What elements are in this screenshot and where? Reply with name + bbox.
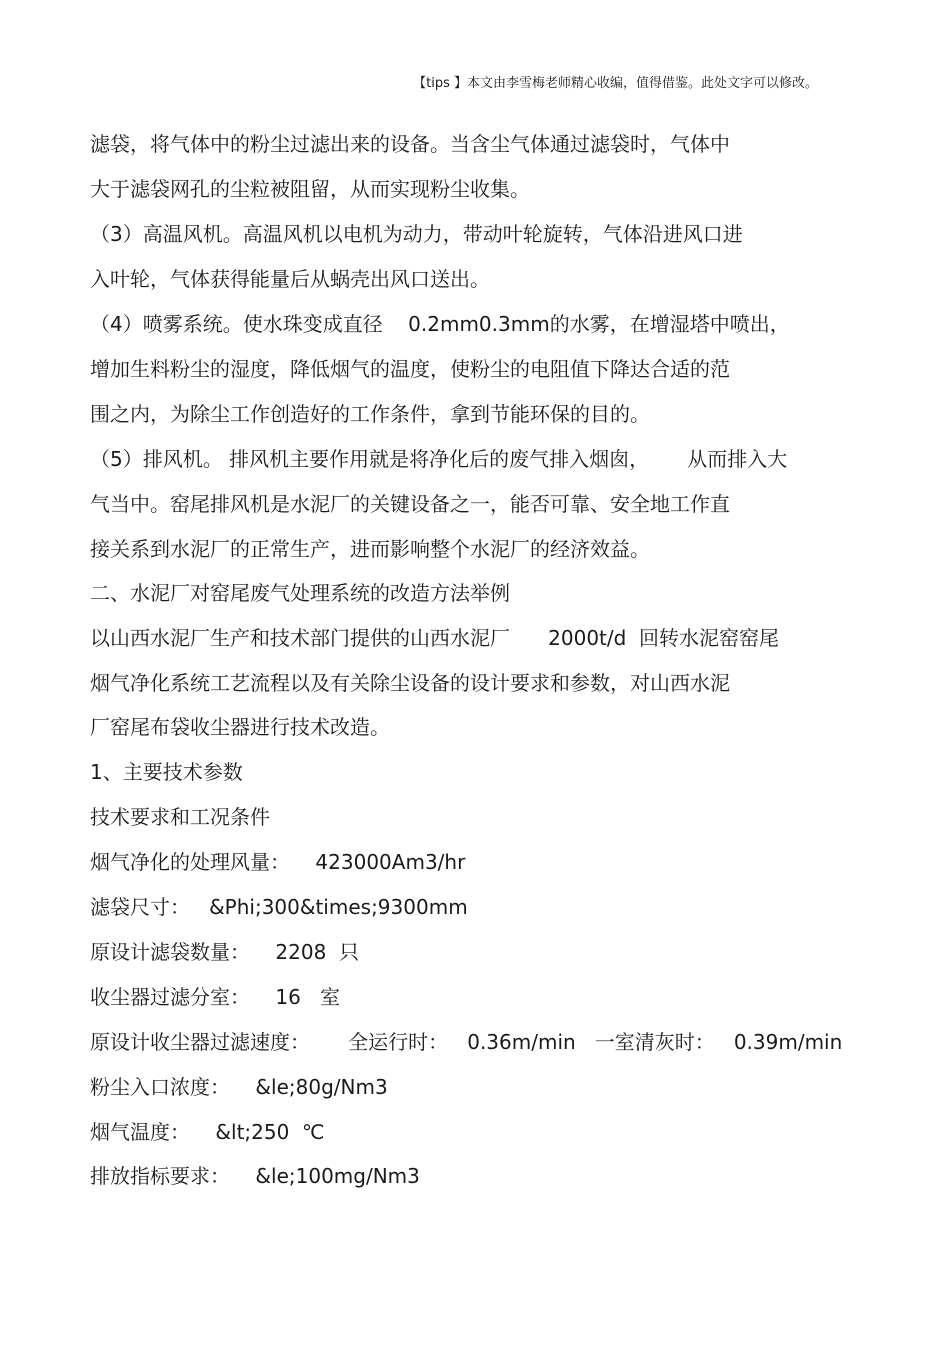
param-line: 收尘器过滤分室： 16 室 <box>90 985 340 1009</box>
header-tips: 【tips 】本文由李雪梅老师精心收编，值得借鉴。此处文字可以修改。 <box>413 76 818 91</box>
body-line: 入叶轮，气体获得能量后从蜗壳出风口送出。 <box>90 267 490 291</box>
body-line: 烟气净化系统工艺流程以及有关除尘设备的设计要求和参数，对山西水泥 <box>90 671 730 695</box>
param-line: 排放指标要求： &le;100mg/Nm3 <box>90 1164 420 1188</box>
body-line: 气当中。窑尾排风机是水泥厂的关键设备之一，能否可靠、安全地工作直 <box>90 492 730 516</box>
body-line: 以山西水泥厂生产和技术部门提供的山西水泥厂 2000t/d 回转水泥窑窑尾 <box>90 626 780 650</box>
param-line: 滤袋尺寸： &Phi;300&times;9300mm <box>90 895 468 919</box>
body-line: 滤袋，将气体中的粉尘过滤出来的设备。当含尘气体通过滤袋时，气体中 <box>90 132 730 156</box>
param-line: 烟气净化的处理风量： 423000Am3/hr <box>90 850 466 874</box>
body-line: 增加生料粉尘的湿度，降低烟气的温度，使粉尘的电阻值下降达合适的范 <box>90 357 730 381</box>
param-line: 粉尘入口浓度： &le;80g/Nm3 <box>90 1075 388 1099</box>
param-line: 原设计滤袋数量： 2208 只 <box>90 940 360 964</box>
body-line: 大于滤袋网孔的尘粒被阻留，从而实现粉尘收集。 <box>90 177 530 201</box>
body-line: （4）喷雾系统。使水珠变成直径 0.2mm0.3mm的水雾，在增湿塔中喷出， <box>90 312 790 336</box>
body-line: 技术要求和工况条件 <box>90 805 270 829</box>
body-line: 接关系到水泥厂的正常生产，进而影响整个水泥厂的经济效益。 <box>90 537 650 561</box>
param-line: 烟气温度： &lt;250 ℃ <box>90 1120 325 1144</box>
subsection-heading: 1、主要技术参数 <box>90 760 243 784</box>
body-line: 围之内，为除尘工作创造好的工作条件，拿到节能环保的目的。 <box>90 402 650 426</box>
body-line: 厂窑尾布袋收尘器进行技术改造。 <box>90 715 390 739</box>
body-line: （3）高温风机。高温风机以电机为动力，带动叶轮旋转，气体沿进风口进 <box>90 222 743 246</box>
param-line: 原设计收尘器过滤速度： 全运行时： 0.36m/min 一室清灰时： 0.39m/min <box>90 1030 843 1054</box>
body-line: （5）排风机。 排风机主要作用就是将净化后的废气排入烟囱， 从而排入大 <box>90 447 788 471</box>
section-heading: 二、水泥厂对窑尾废气处理系统的改造方法举例 <box>90 581 510 605</box>
